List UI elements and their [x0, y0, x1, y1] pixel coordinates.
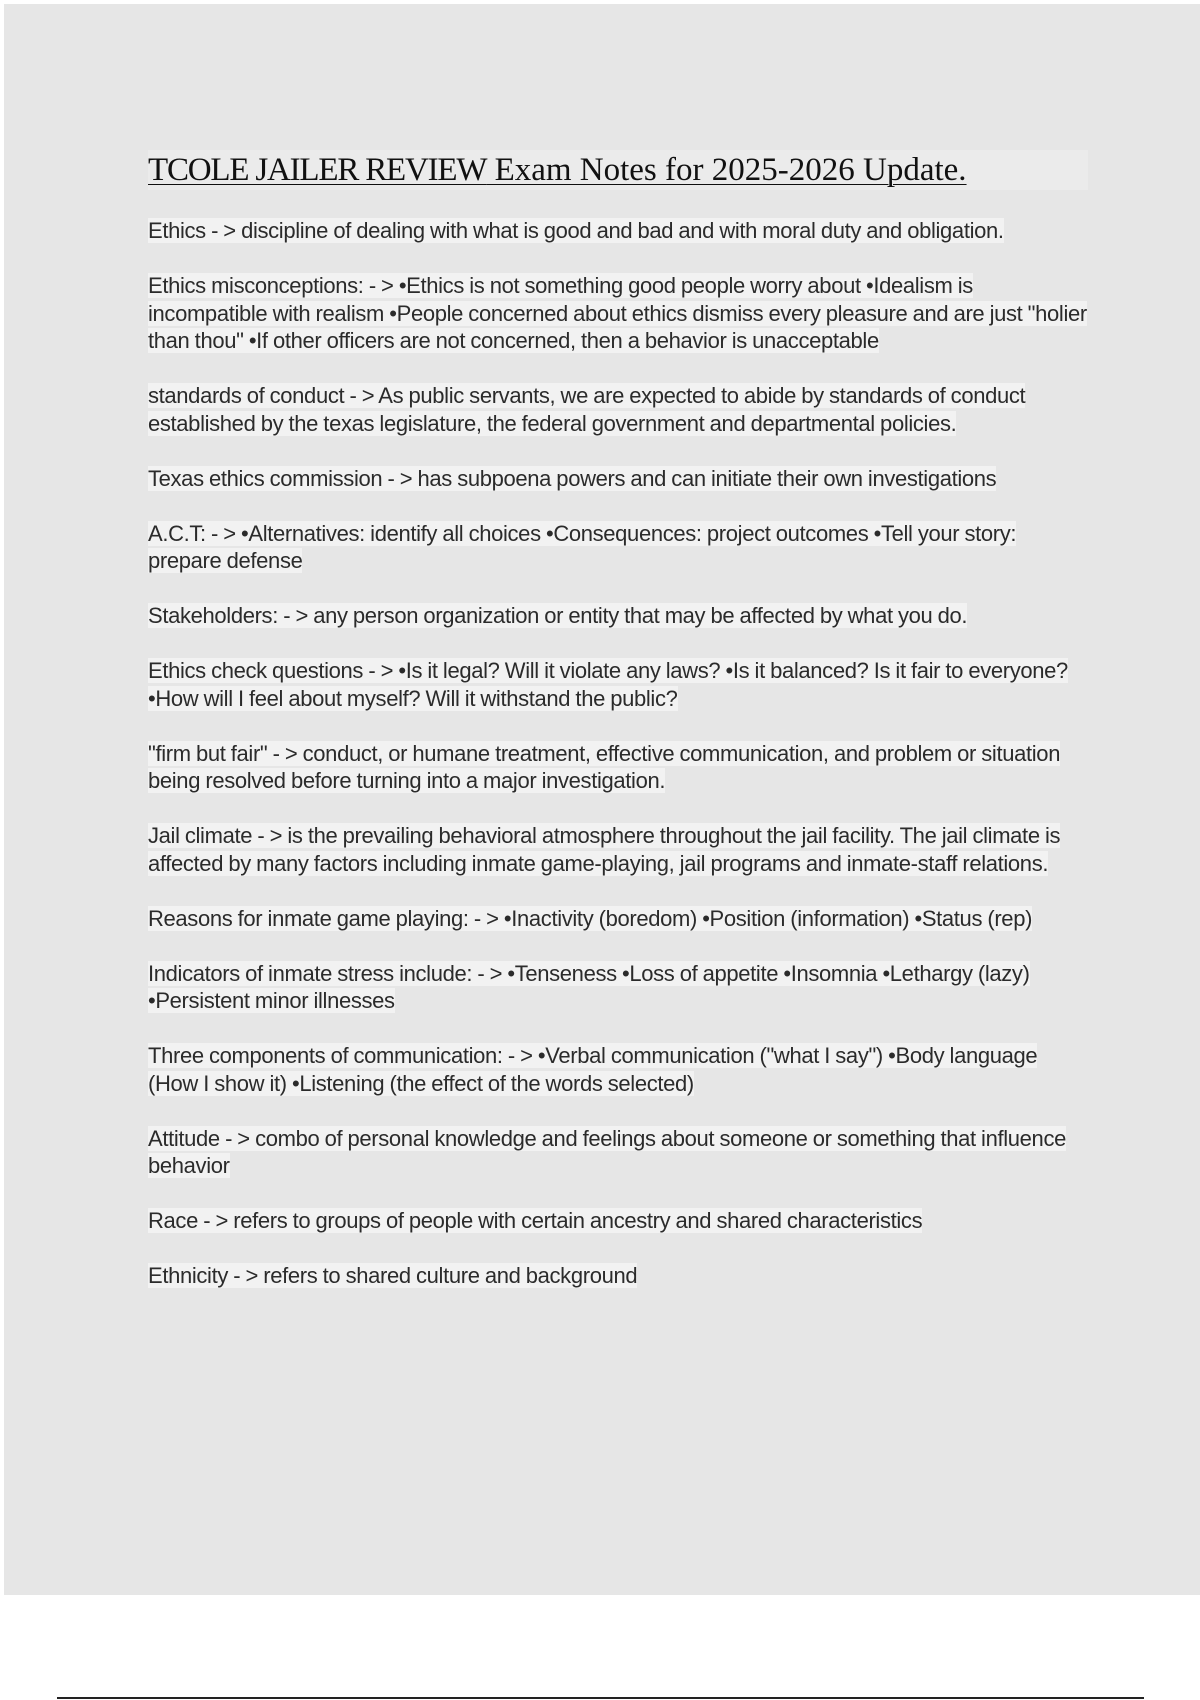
note-firm-but-fair: [148, 740, 1088, 795]
note-text: Texas ethics commission - > has subpoena powers and can initiate their own investigations: [148, 465, 997, 491]
note-text: Three components of communication: - > •Verbal communication ("what I say") •Body language (How I show it) •Listening (the effect of the words selected): [148, 1043, 1038, 1096]
note-inmate-stress: [148, 960, 1088, 1015]
note-text: Jail climate - > is the prevailing behavioral atmosphere throughout the jail facility. The jail climate is affected by many factors including inmate game-playing, jail programs and inmate-staff relations.: [148, 823, 1061, 876]
note-inmate-game-playing: [148, 905, 1088, 933]
note-text: Reasons for inmate game playing: - > •Inactivity (boredom) •Position (information) •Status (rep): [148, 905, 1033, 931]
note-text: Ethics check questions - > •Is it legal? Will it violate any laws? •Is it balanced? Is it fair to everyone? •How will I feel about myself? Will it withstand the public?: [148, 658, 1068, 711]
note-ethics: [148, 217, 1088, 245]
note-attitude: [148, 1125, 1088, 1180]
note-text: A.C.T: - > •Alternatives: identify all choices •Consequences: project outcomes •Tell your story: prepare defense: [148, 520, 1017, 573]
note-text: Indicators of inmate stress include: - > •Tenseness •Loss of appetite •Insomnia •Lethargy (lazy) •Persistent minor illnesses: [148, 960, 1030, 1013]
note-race: [148, 1207, 1088, 1235]
note-text: Ethnicity - > refers to shared culture and background: [148, 1263, 638, 1288]
notes-list: [148, 217, 1088, 1317]
note-text: Ethics misconceptions: - > •Ethics is not something good people worry about •Idealism is incompatible with realism •People concerned about ethics dismiss every pleasure and are just "holier than thou" •If other officers are not concerned, then a behavior is unacceptable: [148, 273, 1087, 353]
title-rest: Exam Notes for 2025-2026 Update.: [486, 152, 967, 188]
note-text: "firm but fair" - > conduct, or humane treatment, effective communication, and problem or situation being resolved before turning into a major investigation.: [148, 740, 1061, 793]
note-act: [148, 520, 1088, 575]
note-text: Ethics - > discipline of dealing with what is good and bad and with moral duty and obligation.: [148, 218, 1004, 243]
note-jail-climate: [148, 822, 1088, 877]
note-communication-components: [148, 1042, 1088, 1097]
note-ethnicity: [148, 1262, 1088, 1290]
note-text: Stakeholders: - > any person organization or entity that may be affected by what you do.: [148, 603, 968, 628]
note-text: standards of conduct - > As public servants, we are expected to abide by standards of conduct established by the texas legislature, the federal government and departmental policies.: [148, 383, 1026, 436]
document-title: [148, 150, 1088, 190]
bottom-rule: [57, 1697, 1144, 1699]
note-ethics-misconceptions: [148, 272, 1088, 355]
note-ethics-check-questions: [148, 657, 1088, 712]
note-texas-ethics-commission: [148, 465, 1088, 493]
note-stakeholders: [148, 602, 1088, 630]
note-text: Attitude - > combo of personal knowledge and feelings about someone or something that influence behavior: [148, 1125, 1066, 1178]
title-caps: TCOLE JAILER REVIEW: [148, 152, 487, 188]
note-text: Race - > refers to groups of people with certain ancestry and shared characteristics: [148, 1208, 923, 1233]
note-standards-of-conduct: [148, 382, 1088, 437]
